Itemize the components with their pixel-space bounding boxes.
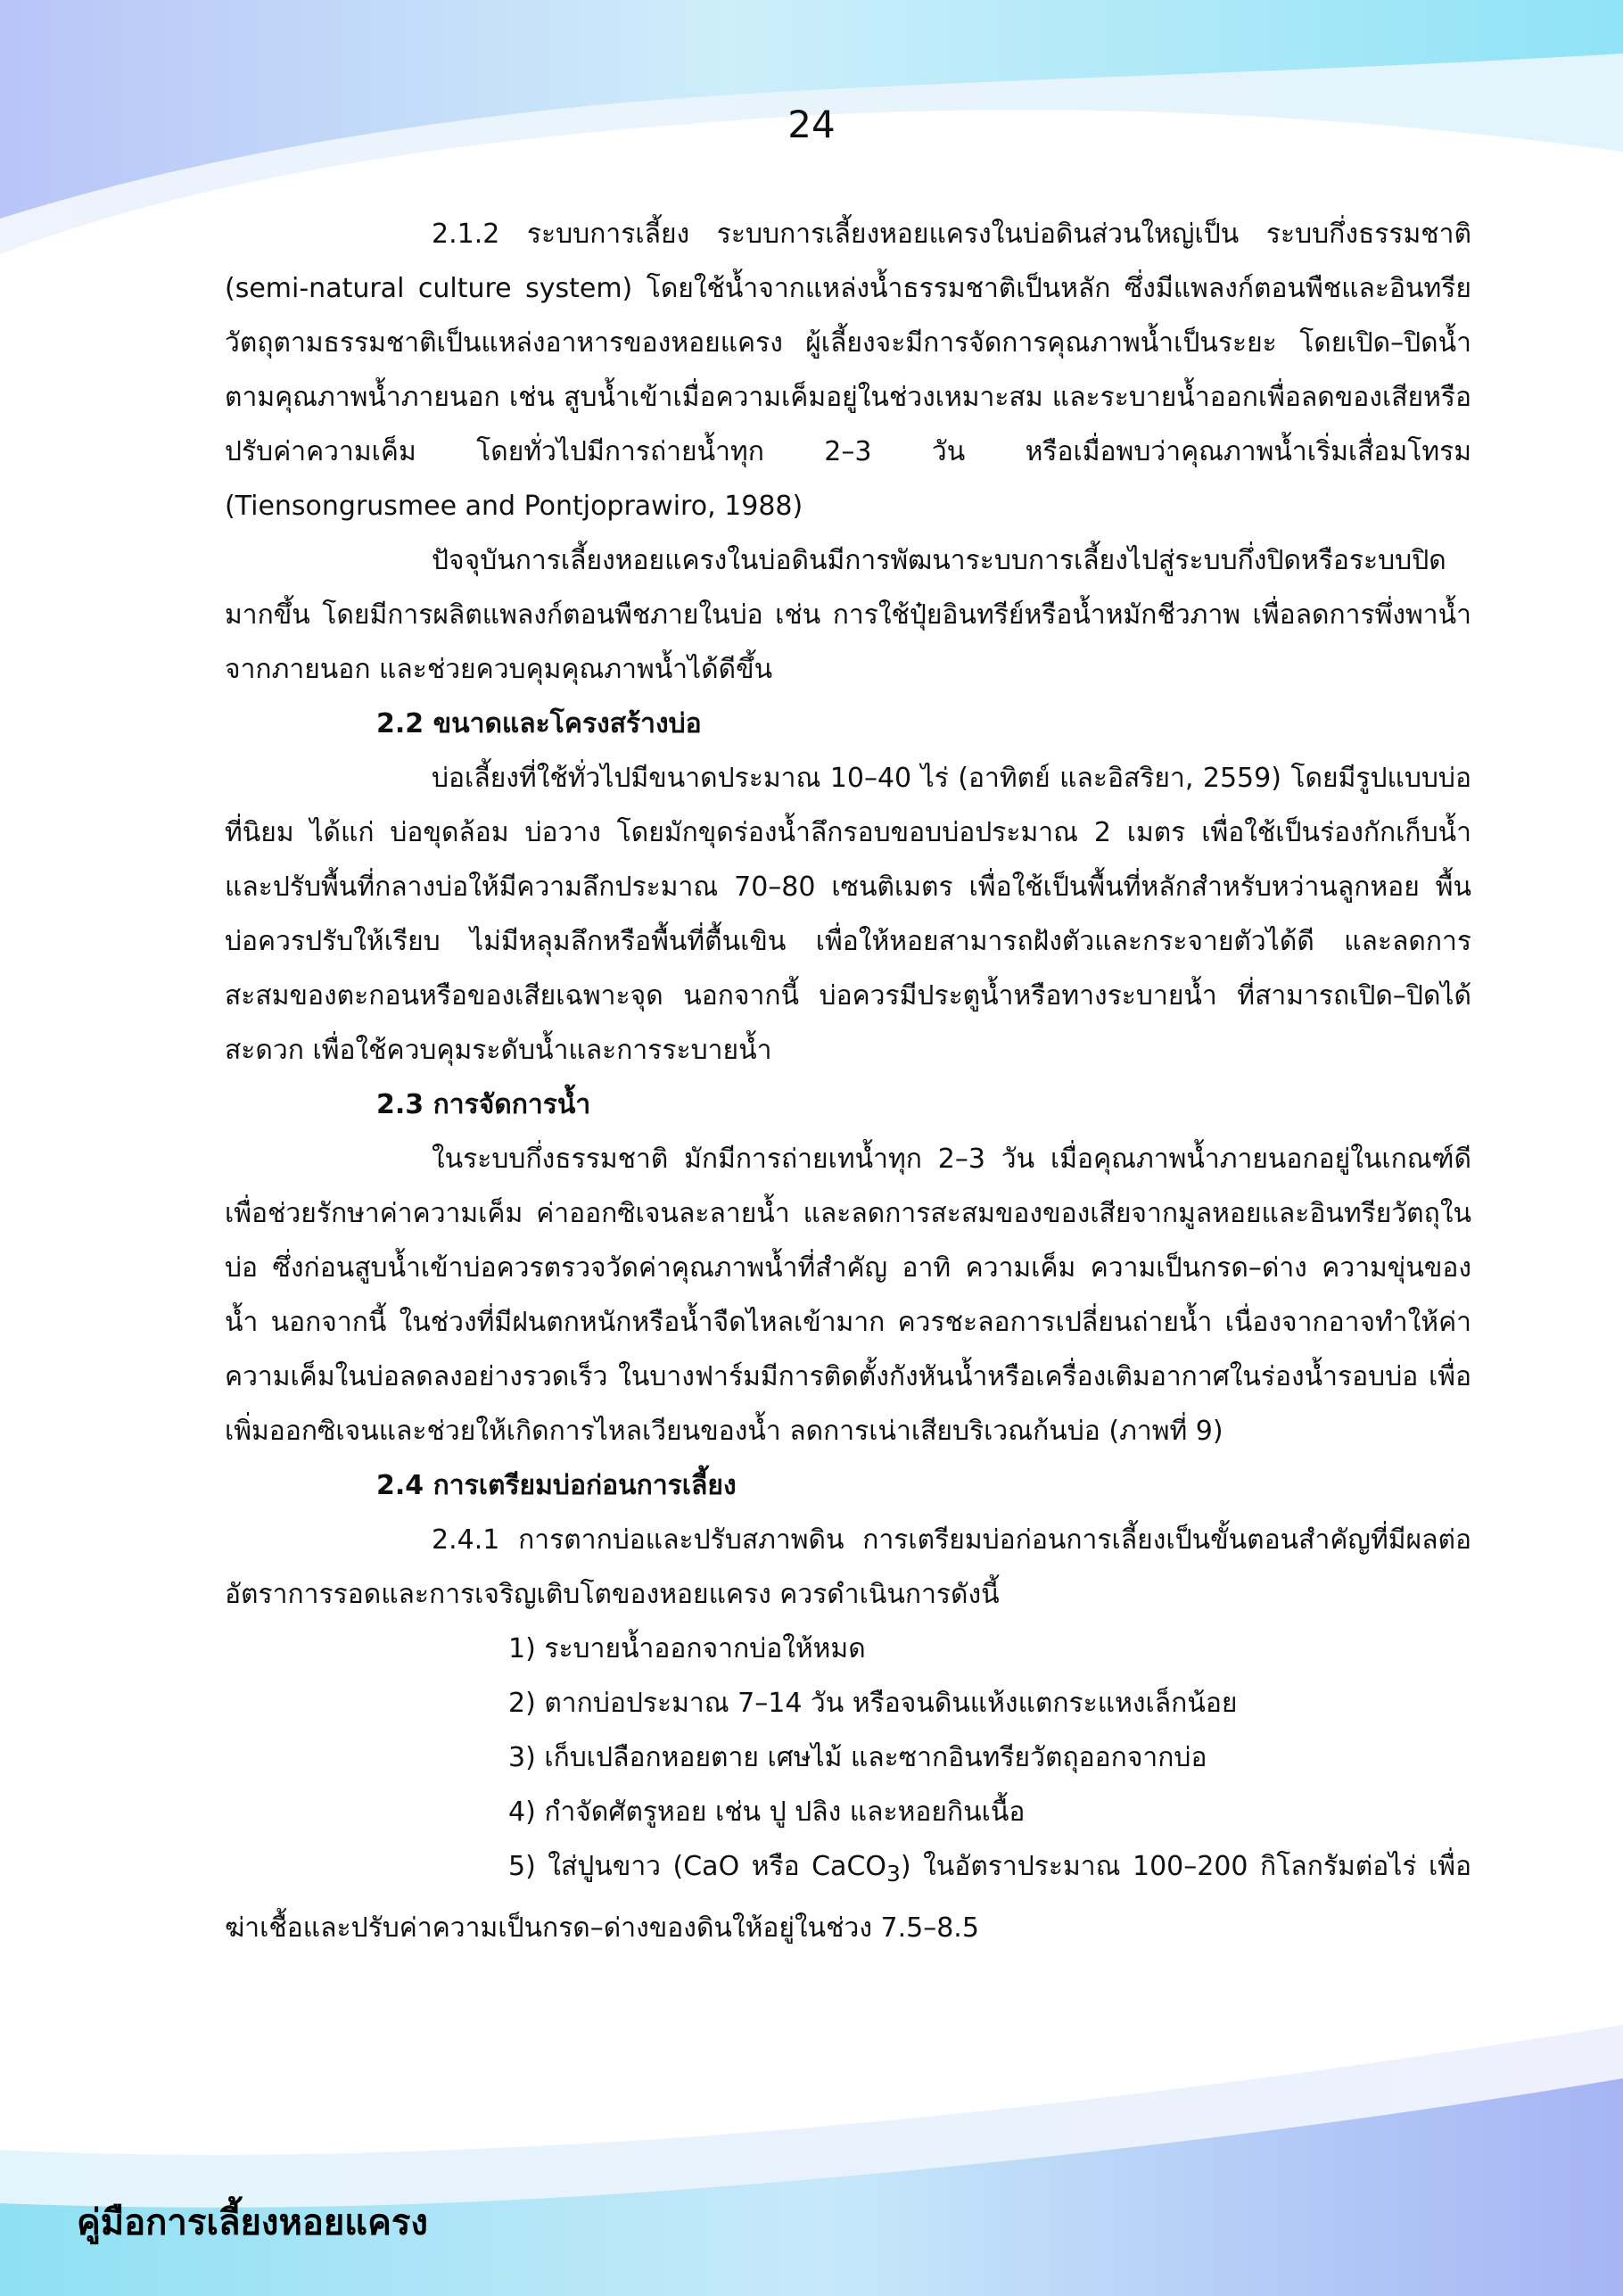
paragraph-current-development: ปัจจุบันการเลี้ยงหอยแครงในบ่อดินมีการพัฒนาระบบการเลี้ยงไปสู่ระบบกึ่งปิดหรือระบบปิดมากขึ้น โดยมีการผลิตแพลงก์ตอนพืชภายในบ่อ เช่น การใช้ปุ๋ยอินทรีย์หรือน้ำหมักชีวภาพ เพื่อลดการพึ่งพาน้ำจากภายนอก และช่วยควบคุมคุณภาพน้ำได้ดีขึ้น <box>225 545 1471 685</box>
list-item-text: ) ในอัตราประมาณ 100–200 กิโลกรัมต่อไร่ เพื่อฆ่าเชื้อและปรับค่าความเป็นกรด–ด่างของดินให้อยู่ในช่วง 7.5–8.5 <box>225 1851 1472 1944</box>
list-item <box>225 1839 1471 1955</box>
bottom-wave-decoration <box>0 2025 1623 2296</box>
list-item: 3) เก็บเปลือกหอยตาย เศษไม้ และซากอินทรียวัตถุออกจากบ่อ <box>508 1742 1207 1773</box>
paragraph-pond-drying: 2.4.1 การตากบ่อและปรับสภาพดิน การเตรียมบ่อก่อนการเลี้ยงเป็นขั้นตอนสำคัญที่มีผลต่ออัตราการรอดและการเจริญเติบโตของหอยแครง ควรดำเนินการดังนี้ <box>225 1524 1471 1610</box>
paragraph-culture-system <box>225 207 1471 533</box>
list-item: 1) ระบายน้ำออกจากบ่อให้หมด <box>508 1633 866 1664</box>
list-item: 2) ตากบ่อประมาณ 7–14 วัน หรือจนดินแห้งแตกระแหงเล็กน้อย <box>508 1688 1238 1719</box>
section-heading-pond-structure: 2.2 ขนาดและโครงสร้างบ่อ <box>376 708 702 739</box>
paragraph-water-management: ในระบบกึ่งธรรมชาติ มักมีการถ่ายเทน้ำทุก 2–3 วัน เมื่อคุณภาพน้ำภายนอกอยู่ในเกณฑ์ดี เพื่อช่วยรักษาค่าความเค็ม ค่าออกซิเจนละลายน้ำ และลดการสะสมของของเสียจากมูลหอยและอินทรียวัตถุในบ่อ ซึ่งก่อนสูบน้ำเข้าบ่อควรตรวจวัดค่าคุณภาพน้ำที่สำคัญ อาทิ ความเค็ม ความเป็นกรด–ด่าง ความขุ่นของน้ำ นอกจากนี้ ในช่วงที่มีฝนตกหนักหรือน้ำจืดไหลเข้ามาก ควรชะลอการเปลี่ยนถ่ายน้ำ เนื่องจากอาจทำให้ค่าความเค็มในบ่อลดลงอย่างรวดเร็ว ในบางฟาร์มมีการติดตั้งกังหันน้ำหรือเครื่องเติมอากาศในร่องน้ำรอบบ่อ เพื่อเพิ่มออกซิเจนและช่วยให้เกิดการไหลเวียนของน้ำ ลดการเน่าเสียบริเวณก้นบ่อ (ภาพที่ 9) <box>225 1144 1471 1447</box>
section-heading-water-management: 2.3 การจัดการน้ำ <box>376 1089 591 1120</box>
paragraph-pond-structure: บ่อเลี้ยงที่ใช้ทั่วไปมีขนาดประมาณ 10–40 ไร่ (อาทิตย์ และอิสริยา, 2559) โดยมีรูปแบบบ่อที่นิยม ได้แก่ บ่อขุดล้อม บ่อวาง โดยมักขุดร่องน้ำลึกรอบขอบบ่อประมาณ 2 เมตร เพื่อใช้เป็นร่องกักเก็บน้ำ และปรับพื้นที่กลางบ่อให้มีความลึกประมาณ 70–80 เซนติเมตร เพื่อใช้เป็นพื้นที่หลักสำหรับหว่านลูกหอย พื้นบ่อควรปรับให้เรียบ ไม่มีหลุมลึกหรือพื้นที่ตื้นเขิน เพื่อให้หอยสามารถฝังตัวและกระจายตัวได้ดี และลดการสะสมของตะกอนหรือของเสียเฉพาะจุด นอกจากนี้ บ่อควรมีประตูน้ำหรือทางระบายน้ำ ที่สามารถเปิด–ปิดได้สะดวก เพื่อใช้ควบคุมระดับน้ำและการระบายน้ำ <box>225 763 1471 1066</box>
footer-title: คู่มือการเลี้ยงหอยแครง <box>77 2202 428 2243</box>
section-heading-pond-preparation: 2.4 การเตรียมบ่อก่อนการเลี้ยง <box>376 1470 737 1501</box>
paragraph-text: 2.1.2 ระบบการเลี้ยง ระบบการเลี้ยงหอยแครงในบ่อดินส่วนใหญ่เป็น ระบบกึ่งธรรมชาติ (semi-natural culture system) โดยใช้น้ำจากแหล่งน้ำธรรมชาติเป็นหลัก ซึ่งมีแพลงก์ตอนพืชและอินทรียวัตถุตามธรรมชาติเป็นแหล่งอาหารของหอยแครง ผู้เลี้ยงจะมีการจัดการคุณภาพน้ำเป็นระยะ โดยเปิด–ปิดน้ำตามคุณภาพน้ำภายนอก เช่น สูบน้ำเข้าเมื่อความเค็มอยู่ในช่วงเหมาะสม และระบายน้ำออกเพื่อลดของเสียหรือปรับค่าความเค็ม โดยทั่วไปมีการถ่ายน้ำทุก 2–3 วัน หรือเมื่อพบว่าคุณภาพน้ำเริ่มเสื่อมโทรม (Tiensongrusmee and Pontjoprawiro, 1988) <box>225 219 1471 522</box>
page-number: 24 <box>787 103 836 146</box>
list-item: 4) กำจัดศัตรูหอย เช่น ปู ปลิง และหอยกินเนื้อ <box>508 1796 1026 1828</box>
list-item-text: 5) ใส่ปูนขาว (CaO หรือ CaCO <box>508 1851 887 1882</box>
document-body <box>225 207 1471 1955</box>
subscript: 3 <box>886 1861 901 1887</box>
